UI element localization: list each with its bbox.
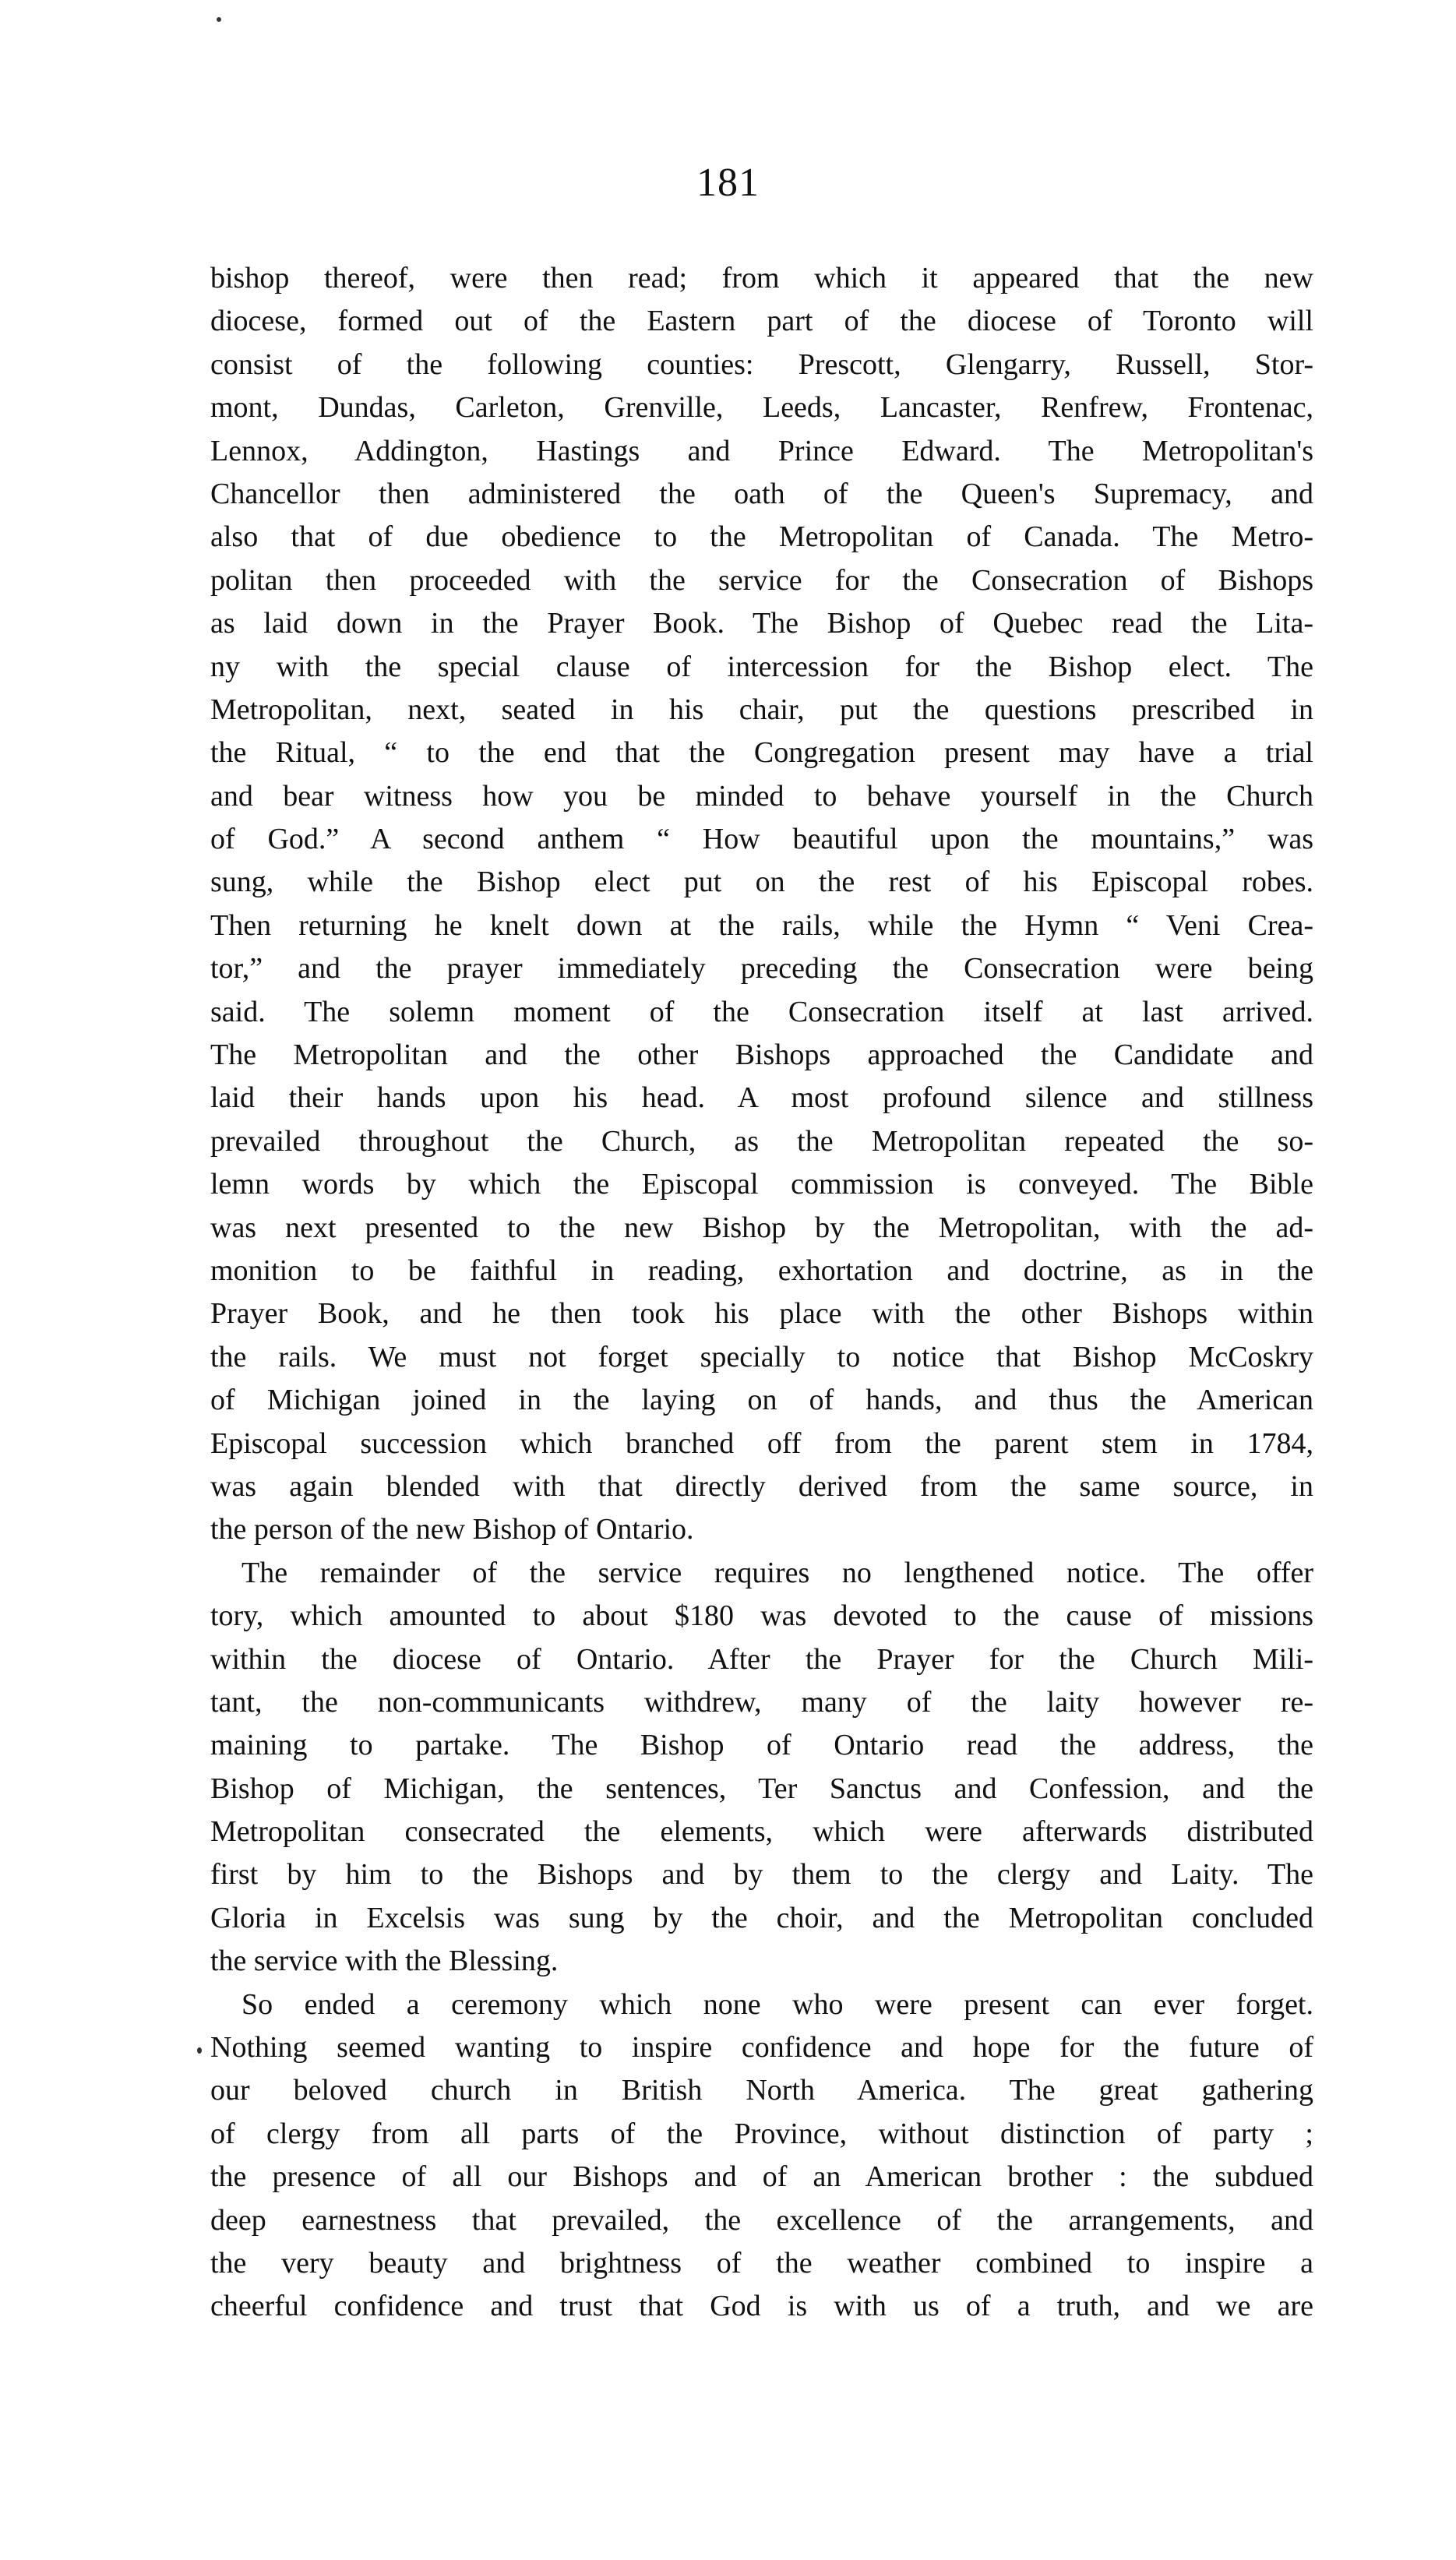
text-line: politan then proceeded with the service for the Consecration of Bishops	[210, 563, 1313, 597]
text-line: Metropolitan consecrated the elements, which were afterwards distributed	[210, 1815, 1313, 1849]
text-line: lemn words by which the Episcopal commission is conveyed. The Bible	[210, 1168, 1313, 1201]
text-line: of Michigan joined in the laying on of hands, and thus the American	[210, 1384, 1313, 1417]
text-line: as laid down in the Prayer Book. The Bishop of Quebec read the Lita-	[210, 607, 1313, 640]
text-line: also that of due obedience to the Metropolitan of Canada. The Metro-	[210, 520, 1313, 554]
text-line: Metropolitan, next, seated in his chair, put the questions prescribed in	[210, 693, 1313, 726]
text-line: laid their hands upon his head. A most profound silence and stillness	[210, 1081, 1313, 1115]
text-line: Lennox, Addington, Hastings and Prince Edward. The Metropolitan's	[210, 434, 1313, 467]
text-line: Episcopal succession which branched off from the parent stem in 1784,	[210, 1426, 1313, 1460]
ink-speck	[217, 17, 221, 22]
text-line: So ended a ceremony which none who were present can ever forget.	[241, 1987, 1313, 2021]
text-line: The Metropolitan and the other Bishops approached the Candidate and	[210, 1038, 1313, 1072]
text-line: the presence of all our Bishops and of an American brother : the subdued	[210, 2160, 1313, 2194]
text-line: Prayer Book, and he then took his place with the other Bishops within	[210, 1297, 1313, 1331]
text-line: tant, the non-communicants withdrew, many of the laity however re-	[210, 1685, 1313, 1719]
margin-mark	[197, 2047, 202, 2054]
text-line: the Ritual, “ to the end that the Congregation present may have a trial	[210, 736, 1313, 770]
text-line: Chancellor then administered the oath of the Queen's Supremacy, and	[210, 477, 1313, 510]
text-line: and bear witness how you be minded to behave yourself in the Church	[210, 779, 1313, 813]
text-line: mont, Dundas, Carleton, Grenville, Leeds, Lancaster, Renfrew, Frontenac,	[210, 391, 1313, 425]
text-line: maining to partake. The Bishop of Ontario read the address, the	[210, 1729, 1313, 1762]
text-line: ny with the special clause of intercession for the Bishop elect. The	[210, 650, 1313, 683]
text-line: within the diocese of Ontario. After the Prayer for the Church Mili-	[210, 1642, 1313, 1676]
text-line: the person of the new Bishop of Ontario.	[210, 1513, 694, 1546]
text-line: Nothing seemed wanting to inspire confidence and hope for the future of	[210, 2031, 1313, 2065]
text-line: Bishop of Michigan, the sentences, Ter Sanctus and Confession, and the	[210, 1772, 1313, 1805]
text-line: monition to be faithful in reading, exhortation and doctrine, as in the	[210, 1254, 1313, 1287]
text-line: prevailed throughout the Church, as the Metropolitan repeated the so-	[210, 1124, 1313, 1158]
text-line: said. The solemn moment of the Consecration itself at last arrived.	[210, 995, 1313, 1028]
text-line: bishop thereof, were then read; from which it appeared that the new	[210, 262, 1313, 294]
text-line: first by him to the Bishops and by them to the clergy and Laity. The	[210, 1858, 1313, 1892]
text-line: The remainder of the service requires no lengthened notice. The offer	[241, 1556, 1313, 1589]
text-line: our beloved church in British North America. The great gathering	[210, 2074, 1313, 2107]
page-number: 181	[696, 160, 760, 205]
text-line: tor,” and the prayer immediately preceding the Consecration were being	[210, 952, 1313, 986]
text-line: sung, while the Bishop elect put on the rest of his Episcopal robes.	[210, 866, 1313, 899]
text-line: of God.” A second anthem “ How beautiful upon the mountains,” was	[210, 823, 1313, 856]
paragraph	[210, 1983, 1313, 2329]
text-line: the very beauty and brightness of the weather combined to inspire a	[210, 2246, 1313, 2280]
text-line: consist of the following counties: Prescott, Glengarry, Russell, Stor-	[210, 347, 1313, 381]
body-text	[210, 257, 1313, 2329]
text-line: deep earnestness that prevailed, the excellence of the arrangements, and	[210, 2203, 1313, 2237]
text-line: of clergy from all parts of the Province, without distinction of party ;	[210, 2117, 1313, 2150]
text-line: was again blended with that directly derived from the same source, in	[210, 1469, 1313, 1503]
text-line: the rails. We must not forget specially to notice that Bishop McCoskry	[210, 1340, 1313, 1373]
text-line: Then returning he knelt down at the rails, while the Hymn “ Veni Crea-	[210, 908, 1313, 942]
paragraph	[210, 257, 1313, 1552]
text-line: diocese, formed out of the Eastern part of the diocese of Toronto will	[210, 305, 1313, 338]
text-line: the service with the Blessing.	[210, 1945, 559, 1978]
paragraph-container	[210, 257, 1313, 2329]
text-line: Gloria in Excelsis was sung by the choir, and the Metropolitan concluded	[210, 1901, 1313, 1934]
paragraph	[210, 1552, 1313, 1983]
text-line: was next presented to the new Bishop by the Metropolitan, with the ad-	[210, 1211, 1313, 1244]
text-line: cheerful confidence and trust that God is with us of a truth, and we are	[210, 2290, 1313, 2323]
text-line: tory, which amounted to about $180 was devoted to the cause of missions	[210, 1599, 1313, 1633]
